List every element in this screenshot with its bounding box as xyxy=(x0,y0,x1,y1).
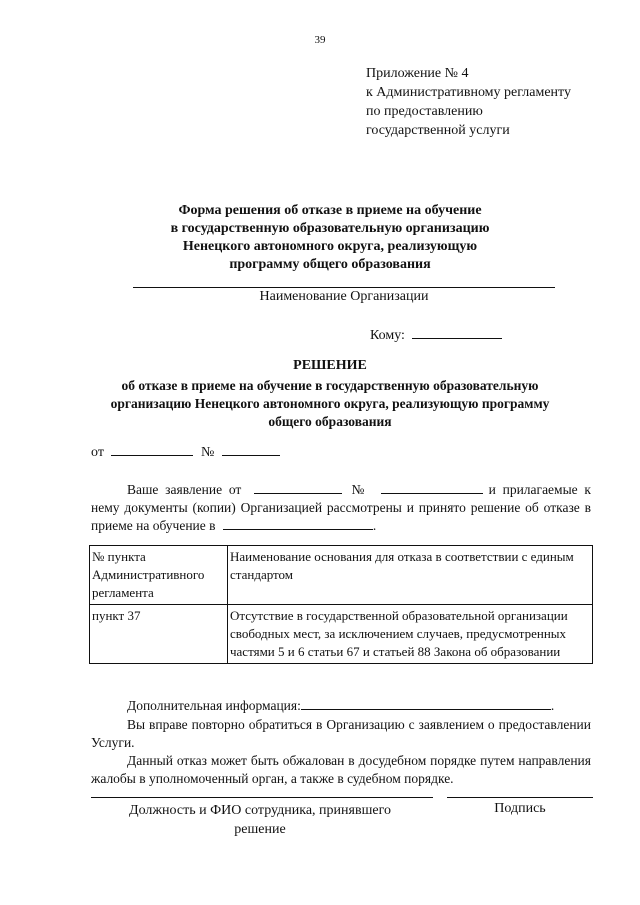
signature-caption: Подпись xyxy=(494,801,546,816)
reasons-table xyxy=(89,545,593,664)
decision-title: РЕШЕНИЕ xyxy=(293,358,367,373)
decision-subtitle xyxy=(86,377,574,431)
reapply-text: Вы вправе повторно обратиться в Организацию с заявлением о предоставлении Услуги. xyxy=(91,717,591,750)
application-paragraph xyxy=(91,481,591,535)
recipient-label: Кому: xyxy=(370,328,405,343)
appendix-line: Приложение № 4 xyxy=(366,66,469,81)
reapply-paragraph xyxy=(91,716,591,752)
application-text: и прилагаемые к нему документы (копии) Организацией рассмотрены и принято решение об отказе в приеме на обучение в xyxy=(91,482,591,533)
application-text-end: . xyxy=(372,518,377,533)
appendix-line: государственной услуги xyxy=(366,123,510,138)
table-cell: пункт 37 xyxy=(90,605,228,664)
table-row xyxy=(90,605,593,664)
application-number-blank xyxy=(381,481,483,494)
form-title-line: Ненецкого автономного округа, реализующую xyxy=(182,239,478,254)
position-caption: Должность и ФИО сотрудника, принявшего решение xyxy=(129,803,391,837)
form-title-line: Форма решения об отказе в приеме на обучение xyxy=(178,203,482,218)
appeal-text: Данный отказ может быть обжалован в досудебном порядке путем направления жалобы в уполномоченный орган, а также в судебном порядке. xyxy=(91,753,591,786)
additional-info-blank xyxy=(301,697,551,710)
table-cell: Отсутствие в государственной образовательной организации свободных мест, за исключением случаев, предусмотренных частями 5 и 6 статьи 67 и статьей 88 Закона об образовании xyxy=(228,605,593,664)
additional-info-end: . xyxy=(550,698,555,713)
organization-name-line xyxy=(133,287,555,288)
application-text: Ваше заявление от xyxy=(127,482,242,497)
position-signature-line xyxy=(91,797,433,798)
form-title-line: программу общего образования xyxy=(229,257,431,272)
recipient-blank xyxy=(412,326,502,339)
table-header-row xyxy=(90,546,593,605)
application-date-blank xyxy=(254,481,342,494)
additional-info xyxy=(91,697,591,715)
from-label: от xyxy=(91,445,104,460)
number-blank xyxy=(222,443,280,456)
appendix-line: по предоставлению xyxy=(366,104,483,119)
form-title xyxy=(120,202,540,274)
recipient-field xyxy=(370,326,502,344)
number-label: № xyxy=(200,445,215,460)
date-blank xyxy=(111,443,193,456)
organization-blank xyxy=(223,517,373,530)
decision-subtitle-line: общего образования xyxy=(268,414,392,429)
appendix-header xyxy=(366,64,571,140)
form-title-line: в государственную образовательную организацию xyxy=(170,221,490,236)
appendix-line: к Административному регламенту xyxy=(366,85,571,100)
application-number-label: № xyxy=(348,482,368,497)
signature-line xyxy=(447,797,593,798)
table-header-cell: № пункта Административного регламента xyxy=(90,546,228,605)
decision-subtitle-line: организацию Ненецкого автономного округа, реализующую программу xyxy=(110,396,550,411)
appeal-paragraph xyxy=(91,752,591,788)
page-number: 39 xyxy=(314,34,326,46)
table-header-cell: Наименование основания для отказа в соответствии с единым стандартом xyxy=(228,546,593,605)
decision-subtitle-line: об отказе в приеме на обучение в государственную образовательную xyxy=(121,378,539,393)
additional-info-label: Дополнительная информация: xyxy=(127,698,301,713)
organization-caption: Наименование Организации xyxy=(259,289,429,304)
date-number-line xyxy=(91,443,280,461)
